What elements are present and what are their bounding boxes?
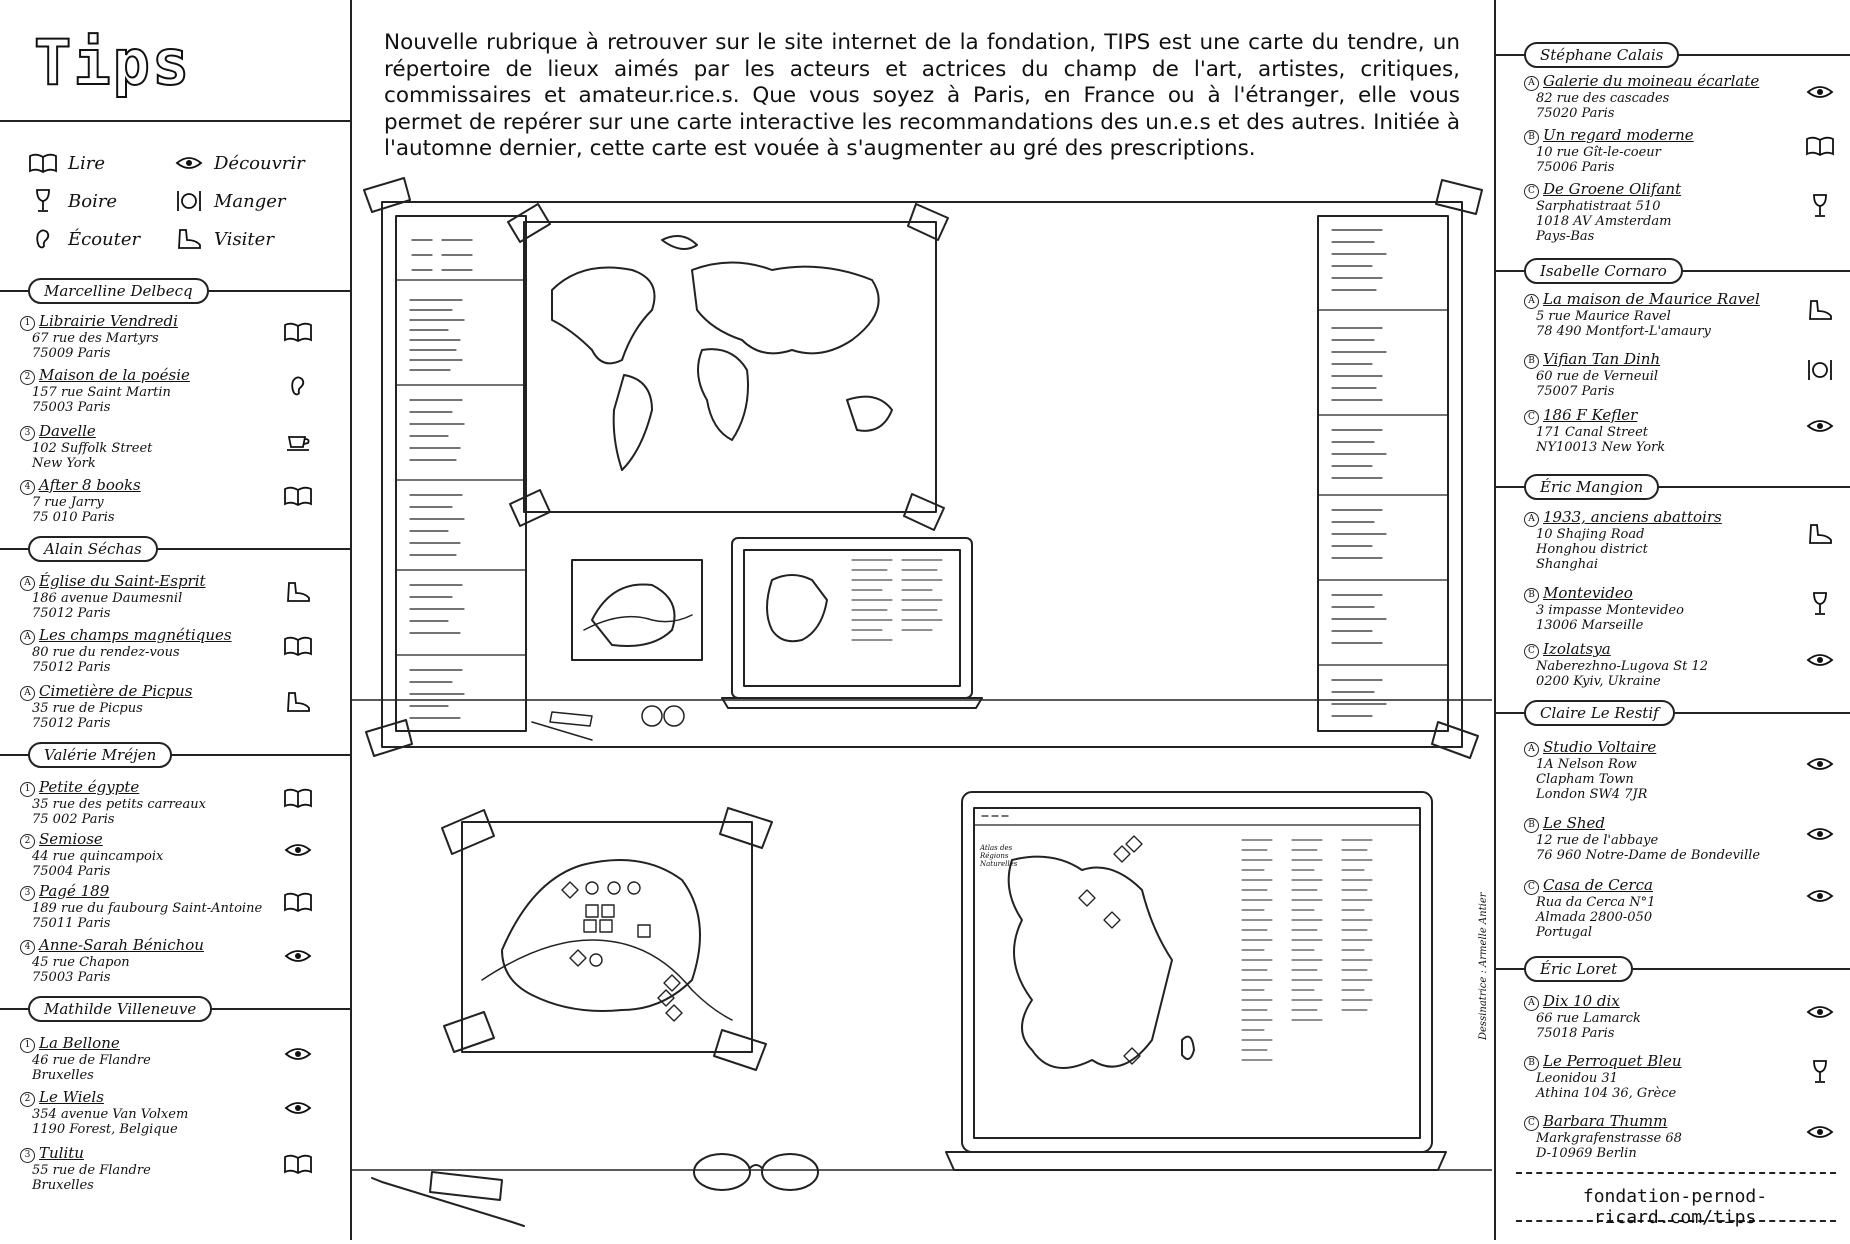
- eye-icon: [1804, 820, 1836, 848]
- glass-icon: [1804, 1058, 1836, 1086]
- large-laptop: [946, 792, 1446, 1170]
- person-name: Alain Séchas: [28, 536, 158, 562]
- book-icon: [282, 632, 314, 660]
- person-name: Isabelle Cornaro: [1524, 258, 1683, 284]
- right-column: [1496, 0, 1850, 1240]
- book-icon: [282, 1150, 314, 1178]
- list-item: 4 Anne-Sarah Bénichou 45 rue Chapon 75003 Paris: [20, 936, 350, 985]
- list-item: B Le Perroquet Bleu Leonidou 31 Athina 104 36, Grèce: [1524, 1052, 1850, 1101]
- list-item: B Vifian Tan Dinh 60 rue de Verneuil 75007 Paris: [1524, 350, 1850, 399]
- glass-icon: [1804, 192, 1836, 220]
- list-item: A La maison de Maurice Ravel 5 rue Maurice Ravel 78 490 Montfort-L'amaury: [1524, 290, 1850, 339]
- legend-item-visit: Visiter: [174, 226, 274, 252]
- book-icon: [282, 888, 314, 916]
- intro-text: Nouvelle rubrique à retrouver sur le site internet de la fondation, TIPS est une carte du tendre, un répertoire de lieux aimés par les acteurs et actrices du champ de l'art, artistes, critiques, commissaires et amateur.rice.s. Que vous soyez à Paris, en France ou à l'étranger, elle vous permet de repérer sur une carte interactive les recommandations des un.e.s et des autres. Initiée à l'automne dernier, cette carte est vouée à s'augmenter au gré des prescriptions.: [384, 30, 1460, 161]
- ear-icon: [282, 372, 314, 400]
- list-item: A Galerie du moineau écarlate 82 rue des cascades 75020 Paris: [1524, 72, 1850, 121]
- book-icon: [282, 482, 314, 510]
- pinboard: [364, 178, 1482, 758]
- glass-icon: [28, 188, 58, 214]
- ear-icon: [28, 226, 58, 252]
- list-item: A Studio Voltaire 1A Nelson Row Clapham Town London SW4 7JR: [1524, 738, 1850, 802]
- footer-link[interactable]: fondation-pernod-ricard.com/tips: [1582, 1186, 1768, 1228]
- eye-icon: [1804, 998, 1836, 1026]
- divider: [0, 120, 350, 122]
- list-item: 1 Petite égypte 35 rue des petits carreaux 75 002 Paris: [20, 778, 350, 827]
- small-laptop: [722, 538, 982, 708]
- legend-item-read: Lire: [28, 150, 105, 176]
- paris-map-sheet: [442, 808, 772, 1070]
- list-item: 3 Pagé 189 189 rue du faubourg Saint-Antoine 75011 Paris: [20, 882, 350, 931]
- list-item: B Montevideo 3 impasse Montevideo 13006 Marseille: [1524, 584, 1850, 633]
- eye-icon: [1804, 1118, 1836, 1146]
- legend-item-drink: Boire: [28, 188, 117, 214]
- list-item: 1 Librairie Vendredi 67 rue des Martyrs 75009 Paris: [20, 312, 350, 361]
- person-name: Valérie Mréjen: [28, 742, 172, 768]
- list-item: C Izolatsya Naberezhno-Lugova St 12 0200 Kyiv, Ukraine: [1524, 640, 1850, 689]
- list-item: 3 Tulitu 55 rue de Flandre Bruxelles: [20, 1144, 350, 1193]
- person-name: Marcelline Delbecq: [28, 278, 209, 304]
- shoe-icon: [282, 578, 314, 606]
- list-item: A Cimetière de Picpus 35 rue de Picpus 75012 Paris: [20, 682, 350, 731]
- illustrator-credit: Dessinatrice : Armelle Antier: [1478, 892, 1489, 1040]
- eye-icon: [1804, 750, 1836, 778]
- list-item: 2 Semiose 44 rue quincampoix 75004 Paris: [20, 830, 350, 879]
- book-icon: [1804, 132, 1836, 160]
- eye-icon: [282, 836, 314, 864]
- person-name: Claire Le Restif: [1524, 700, 1675, 726]
- shoe-icon: [282, 688, 314, 716]
- list-item: A 1933, anciens abattoirs 10 Shajing Road Honghou district Shanghai: [1524, 508, 1850, 572]
- list-item: A Église du Saint-Esprit 186 avenue Daumesnil 75012 Paris: [20, 572, 350, 621]
- person-name: Éric Mangion: [1524, 474, 1659, 500]
- person-name: Mathilde Villeneuve: [28, 996, 212, 1022]
- book-icon: [282, 784, 314, 812]
- eye-icon: [1804, 882, 1836, 910]
- legend-item-eat: Manger: [174, 188, 286, 214]
- shoe-icon: [1804, 296, 1836, 324]
- desk-objects: [372, 1154, 818, 1226]
- eye-icon: [282, 942, 314, 970]
- cup-icon: [282, 428, 314, 456]
- list-item: 2 Maison de la poésie 157 rue Saint Martin 75003 Paris: [20, 366, 350, 415]
- glass-icon: [1804, 590, 1836, 618]
- plate-icon: [174, 188, 204, 214]
- eye-icon: [1804, 78, 1836, 106]
- list-item: 4 After 8 books 7 rue Jarry 75 010 Paris: [20, 476, 350, 525]
- eye-icon: [282, 1040, 314, 1068]
- book-icon: [28, 150, 58, 176]
- list-item: 3 Davelle 102 Suffolk Street New York: [20, 422, 350, 471]
- page-title: Tips: [34, 26, 192, 99]
- shoe-icon: [174, 226, 204, 252]
- list-item: C De Groene Olifant Sarphatistraat 510 1018 AV Amsterdam Pays-Bas: [1524, 180, 1850, 244]
- person-name: Stéphane Calais: [1524, 42, 1679, 68]
- plate-icon: [1804, 356, 1836, 384]
- person-name: Éric Loret: [1524, 956, 1633, 982]
- list-item: C Barbara Thumm Markgrafenstrasse 68 D-10969 Berlin: [1524, 1112, 1850, 1161]
- eye-icon: [174, 150, 204, 176]
- list-item: A Les champs magnétiques 80 rue du rendez-vous 75012 Paris: [20, 626, 350, 675]
- eye-icon: [1804, 646, 1836, 674]
- legend-item-discover: Découvrir: [174, 150, 305, 176]
- eye-icon: [282, 1094, 314, 1122]
- laptop-caption: Atlas des Régions Naturelles: [980, 844, 1018, 868]
- list-item: C Casa de Cerca Rua da Cerca N°1 Almada 2800-050 Portugal: [1524, 876, 1850, 940]
- shoe-icon: [1804, 520, 1836, 548]
- desk-illustration: [352, 160, 1492, 1240]
- list-item: B Le Shed 12 rue de l'abbaye 76 960 Notre-Dame de Bondeville: [1524, 814, 1850, 863]
- left-column: [0, 0, 350, 1240]
- list-item: 2 Le Wiels 354 avenue Van Volxem 1190 Forest, Belgique: [20, 1088, 350, 1137]
- list-item: C 186 F Kefler 171 Canal Street NY10013 New York: [1524, 406, 1850, 455]
- list-item: B Un regard moderne 10 rue Gît-le-coeur 75006 Paris: [1524, 126, 1850, 175]
- list-item: A Dix 10 dix 66 rue Lamarck 75018 Paris: [1524, 992, 1850, 1041]
- legend-item-listen: Écouter: [28, 226, 140, 252]
- list-item: 1 La Bellone 46 rue de Flandre Bruxelles: [20, 1034, 350, 1083]
- book-icon: [282, 318, 314, 346]
- eye-icon: [1804, 412, 1836, 440]
